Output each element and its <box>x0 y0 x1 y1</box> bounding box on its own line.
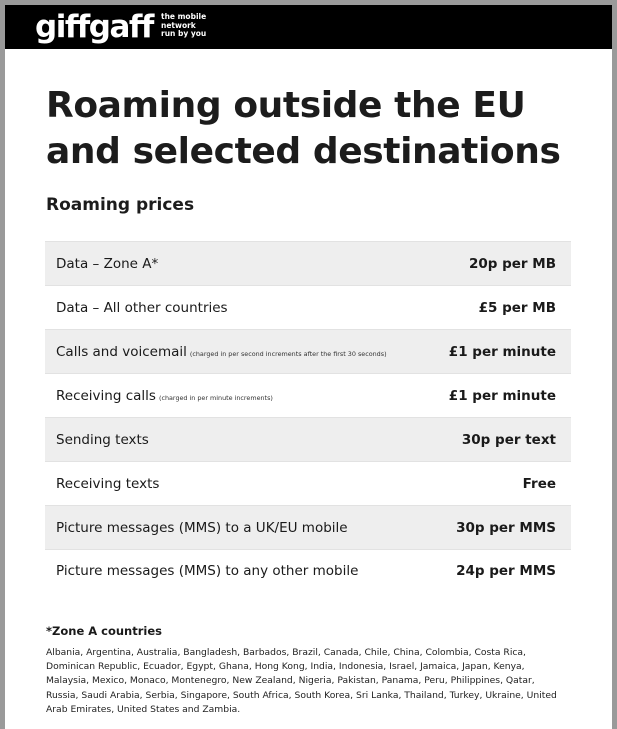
price-value: Free <box>522 475 556 492</box>
price-row <box>45 329 571 373</box>
price-value: 30p per MMS <box>456 519 556 536</box>
page-title-line: Roaming outside the EU <box>46 85 526 126</box>
price-label <box>56 476 159 492</box>
zone-a-countries: Albania, Argentina, Australia, Bangladesh, Barbados, Brazil, Canada, Chile, China, Colombia, Costa Rica, Dominican Republic, Ecuador, Egypt, Ghana, Hong Kong, India, Indonesia, Israel, Jamaica, Japan, Kenya, Malaysia, Mexico, Monaco, Montenegro, New Zealand, Nigeria, Pakistan, Panama, Peru, Philippines, Qatar, Russia, Saudi Arabia, Serbia, Singapore, South Africa, South Korea, Sri Lanka, Thailand, Turkey, Ukraine, United Arab Emirates, United States and Zambia. <box>46 647 557 715</box>
price-label <box>56 300 228 316</box>
price-label <box>56 256 158 272</box>
zone-a-heading: *Zone A countries <box>46 624 162 638</box>
brand-tagline <box>161 13 206 39</box>
price-value: 24p per MMS <box>456 563 556 579</box>
price-row <box>45 461 571 505</box>
tagline-line: run by you <box>161 29 207 38</box>
price-label-text: Receiving texts <box>56 475 160 492</box>
price-label <box>56 344 387 360</box>
tagline-line: network <box>161 20 196 30</box>
price-row <box>45 285 571 329</box>
document-page <box>5 5 612 729</box>
price-value: 30p per text <box>461 431 556 448</box>
price-label-text: Data – Zone A* <box>56 255 159 272</box>
price-label <box>56 432 149 448</box>
price-label-text: Calls and voicemail <box>56 343 187 360</box>
price-label-text: Picture messages (MMS) to a UK/EU mobile <box>56 519 348 536</box>
brand-header <box>5 5 612 49</box>
price-row <box>45 549 571 593</box>
price-row <box>45 505 571 549</box>
price-row <box>45 417 571 461</box>
price-label-text: Sending texts <box>56 431 149 448</box>
page-title <box>46 83 561 175</box>
price-note: (charged in per second increments after the first 30 seconds) <box>189 349 387 358</box>
price-label-text: Picture messages (MMS) to any other mobile <box>56 563 359 579</box>
price-label <box>56 388 273 404</box>
price-note: (charged in per minute increments) <box>158 393 273 402</box>
roaming-prices-table <box>45 241 571 593</box>
price-value: £1 per minute <box>448 387 556 404</box>
giffgaff-logo: giffgaff <box>35 9 153 45</box>
price-row <box>45 373 571 417</box>
price-label <box>56 520 348 536</box>
price-value: £1 per minute <box>448 343 556 360</box>
price-value: £5 per MB <box>478 299 556 316</box>
price-value: 20p per MB <box>468 255 556 272</box>
page-title-line: and selected destinations <box>46 131 561 172</box>
price-label-text: Data – All other countries <box>56 299 228 316</box>
price-label <box>56 563 358 579</box>
tagline-line: the mobile <box>161 12 207 21</box>
price-label-text: Receiving calls <box>56 387 156 404</box>
section-heading: Roaming prices <box>46 195 195 215</box>
price-row <box>45 241 571 285</box>
